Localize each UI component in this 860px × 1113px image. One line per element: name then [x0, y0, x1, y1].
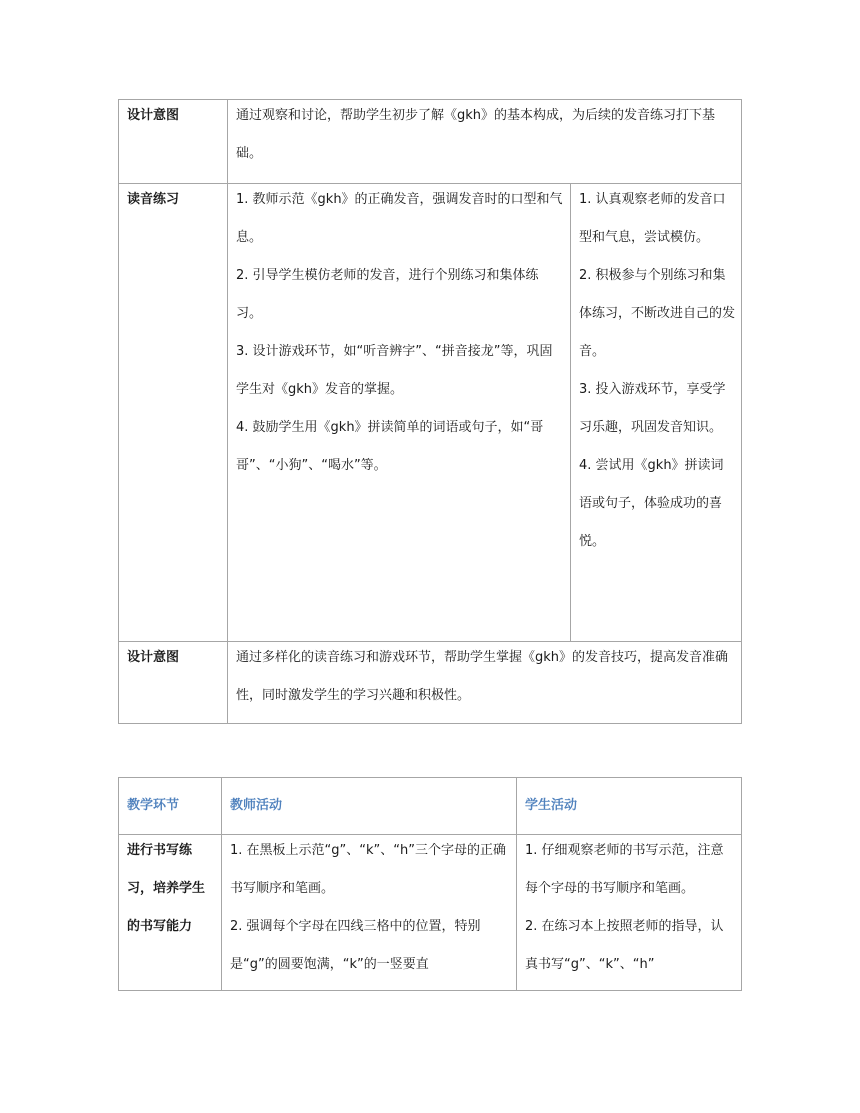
teacher-step: 2. 引导学生模仿老师的发音，进行个别练习和集体练习。	[236, 268, 539, 321]
design-intent-text: 通过观察和讨论，帮助学生初步了解《gkh》的基本构成，为后续的发音练习打下基础。	[236, 108, 716, 161]
teacher-step: 3. 设计游戏环节，如“听音辨字”、“拼音接龙”等，巩固学生对《gkh》发音的掌握。	[236, 344, 553, 397]
row-label-cell	[119, 835, 222, 991]
lesson-plan-table-1	[118, 99, 742, 724]
writing-practice-label: 进行书写练习，培养学生的书写能力	[127, 843, 206, 934]
student-step: 4. 尝试用《gkh》拼读词语或句子，体验成功的喜悦。	[579, 458, 724, 549]
row-label-cell	[119, 184, 228, 642]
header-cell	[517, 778, 742, 835]
teacher-step: 2. 强调每个字母在四线三格中的位置，特别是“g”的圆要饱满，“k”的一竖要直	[230, 919, 481, 972]
design-intent-text: 通过多样化的读音练习和游戏环节，帮助学生掌握《gkh》的发音技巧，提高发音准确性，同时激发学生的学习兴趣和积极性。	[236, 650, 729, 703]
row-label-cell	[119, 100, 228, 184]
lesson-plan-table-2	[118, 777, 742, 991]
design-intent-label: 设计意图	[127, 108, 180, 123]
design-intent-label: 设计意图	[127, 650, 180, 665]
row-label-cell	[119, 642, 228, 724]
header-teaching-stage: 教学环节	[127, 798, 180, 813]
student-step: 2. 在练习本上按照老师的指导，认真书写“g”、“k”、“h”	[525, 919, 724, 972]
design-intent-cell	[228, 100, 742, 184]
header-teacher-activity: 教师活动	[230, 798, 283, 813]
student-step: 1. 仔细观察老师的书写示范，注意每个字母的书写顺序和笔画。	[525, 843, 724, 896]
teacher-step: 1. 教师示范《gkh》的正确发音，强调发音时的口型和气息。	[236, 192, 563, 245]
teacher-activity-cell	[228, 184, 571, 642]
header-cell	[119, 778, 222, 835]
reading-practice-label: 读音练习	[127, 192, 180, 207]
teacher-step: 1. 在黑板上示范“g”、“k”、“h”三个字母的正确书写顺序和笔画。	[230, 843, 506, 896]
student-step: 3. 投入游戏环节，享受学习乐趣，巩固发音知识。	[579, 382, 726, 435]
teacher-step: 4. 鼓励学生用《gkh》拼读简单的词语或句子，如“哥哥”、“小狗”、“喝水”等。	[236, 420, 544, 473]
student-step: 1. 认真观察老师的发音口型和气息，尝试模仿。	[579, 192, 726, 245]
header-cell	[222, 778, 517, 835]
student-step: 2. 积极参与个别练习和集体练习，不断改进自己的发音。	[579, 268, 736, 359]
student-activity-cell	[571, 184, 742, 642]
header-student-activity: 学生活动	[525, 798, 578, 813]
student-activity-cell	[517, 835, 742, 991]
teacher-activity-cell	[222, 835, 517, 991]
design-intent-cell	[228, 642, 742, 724]
